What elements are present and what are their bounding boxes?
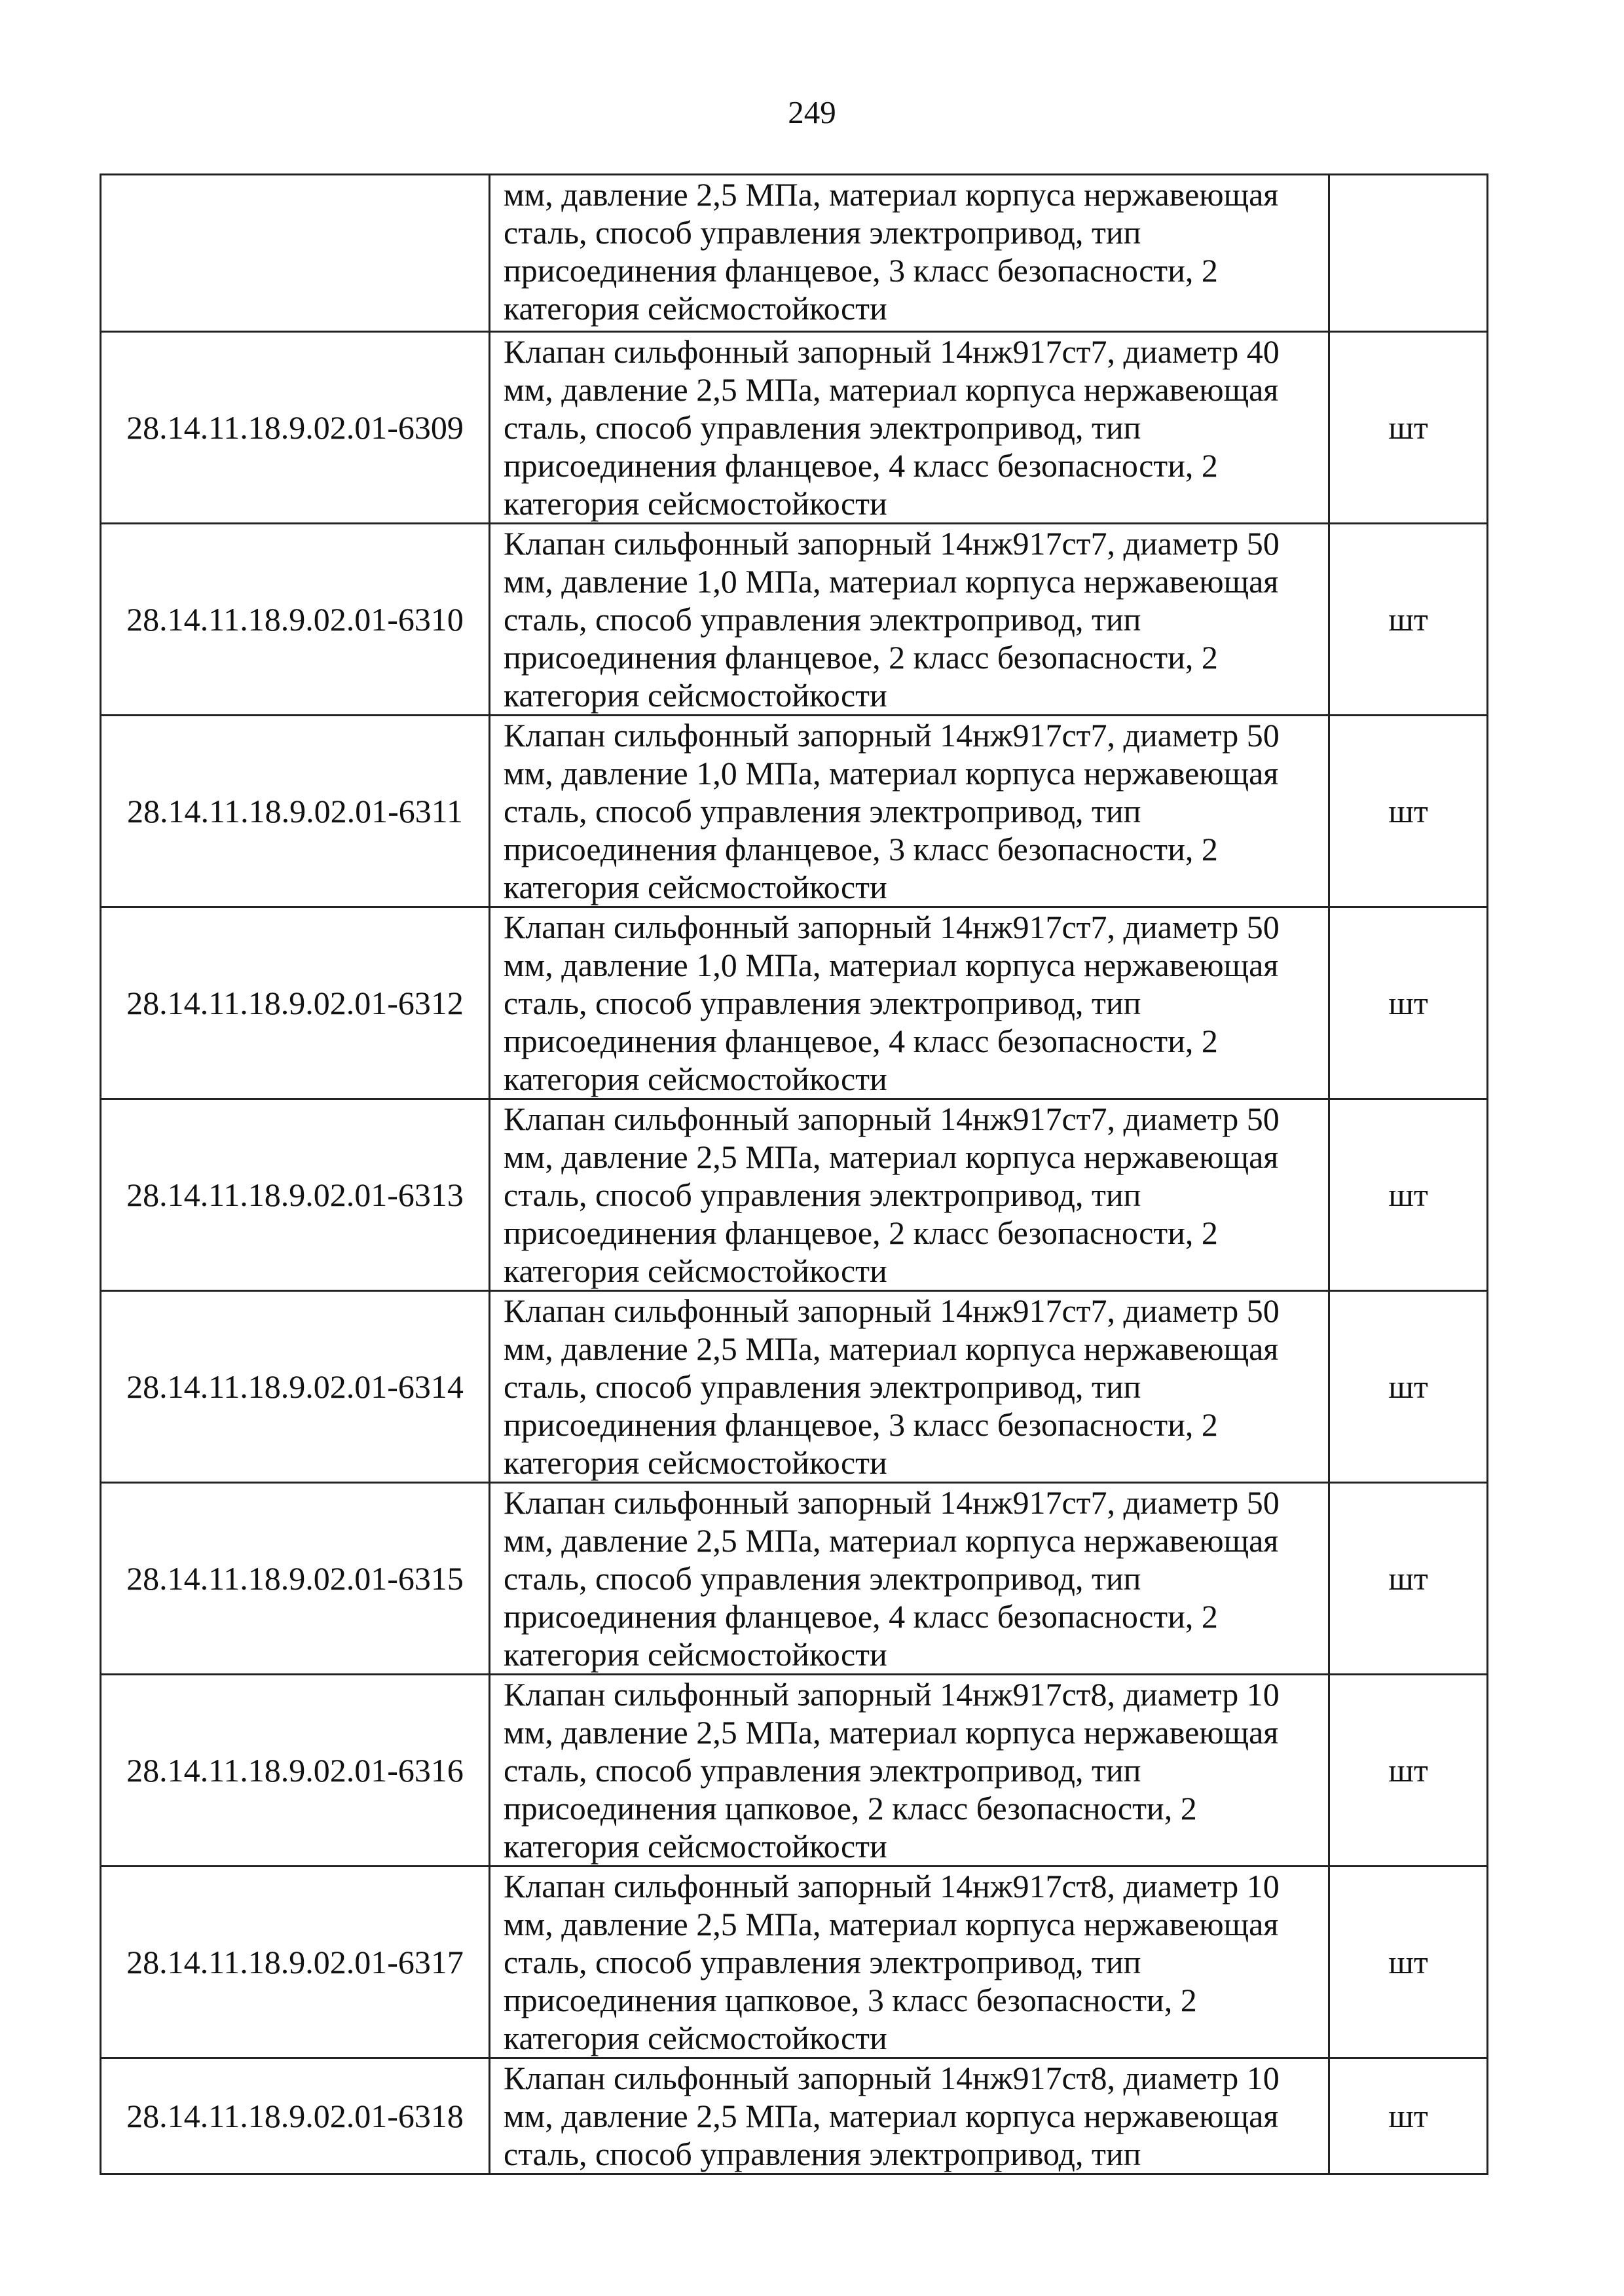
description-line: мм, давление 1,0 МПа, материал корпуса нержавеющая: [504, 947, 1279, 983]
unit-cell: шт: [1329, 1483, 1488, 1675]
description-line: сталь, способ управления электропривод, тип: [504, 409, 1141, 446]
unit-cell: шт: [1329, 524, 1488, 716]
description-line: мм, давление 1,0 МПа, материал корпуса нержавеющая: [504, 755, 1279, 792]
description-line: категория сейсмостойкости: [504, 1252, 887, 1289]
resource-description-cell: [490, 1291, 1329, 1483]
description-line: категория сейсмостойкости: [504, 1828, 887, 1865]
table-row: [101, 907, 1488, 1099]
description-line: сталь, способ управления электропривод, тип: [504, 1176, 1141, 1213]
unit-cell: шт: [1329, 1099, 1488, 1291]
description-line: категория сейсмостойкости: [504, 869, 887, 905]
unit-cell: шт: [1329, 1291, 1488, 1483]
unit-cell: шт: [1329, 907, 1488, 1099]
description-line: Клапан сильфонный запорный 14нж917ст8, диаметр 10: [504, 1868, 1280, 1904]
page-number: 249: [788, 94, 836, 130]
description-line: присоединения фланцевое, 4 класс безопасности, 2: [504, 447, 1218, 484]
resource-code-cell: 28.14.11.18.9.02.01-6318: [101, 2058, 490, 2174]
resource-code-cell: 28.14.11.18.9.02.01-6313: [101, 1099, 490, 1291]
table-row: [101, 1675, 1488, 1867]
table-row: [101, 1291, 1488, 1483]
description-line: категория сейсмостойкости: [504, 2020, 887, 2056]
resource-code-cell: 28.14.11.18.9.02.01-6310: [101, 524, 490, 716]
resource-code-cell: 28.14.11.18.9.02.01-6311: [101, 716, 490, 907]
unit-cell: шт: [1329, 2058, 1488, 2174]
table-row: [101, 524, 1488, 716]
description-line: сталь, способ управления электропривод, тип: [504, 793, 1141, 829]
description-line: Клапан сильфонный запорный 14нж917ст7, диаметр 50: [504, 1484, 1280, 1521]
description-line: сталь, способ управления электропривод, тип: [504, 214, 1141, 251]
description-line: сталь, способ управления электропривод, тип: [504, 1944, 1141, 1980]
description-line: мм, давление 2,5 МПа, материал корпуса нержавеющая: [504, 1906, 1279, 1942]
description-line: мм, давление 2,5 МПа, материал корпуса нержавеющая: [504, 1522, 1279, 1559]
description-line: мм, давление 2,5 МПа, материал корпуса нержавеющая: [504, 1330, 1279, 1367]
resource-description-cell: [490, 332, 1329, 524]
description-line: Клапан сильфонный запорный 14нж917ст7, диаметр 50: [504, 1101, 1280, 1137]
resource-description-cell: [490, 175, 1329, 332]
description-line: категория сейсмостойкости: [504, 677, 887, 714]
table-row: [101, 1867, 1488, 2058]
description-line: сталь, способ управления электропривод, тип: [504, 2136, 1141, 2172]
resource-code-cell: 28.14.11.18.9.02.01-6309: [101, 332, 490, 524]
description-line: присоединения фланцевое, 3 класс безопасности, 2: [504, 831, 1218, 867]
description-line: Клапан сильфонный запорный 14нж917ст7, диаметр 50: [504, 525, 1280, 562]
description-line: присоединения цапковое, 3 класс безопасности, 2: [504, 1982, 1197, 2018]
resource-code-cell: 28.14.11.18.9.02.01-6312: [101, 907, 490, 1099]
resource-description-cell: [490, 907, 1329, 1099]
unit-cell: шт: [1329, 1867, 1488, 2058]
description-line: Клапан сильфонный запорный 14нж917ст7, диаметр 50: [504, 909, 1280, 945]
resource-description-cell: [490, 1867, 1329, 2058]
description-line: присоединения фланцевое, 2 класс безопасности, 2: [504, 1214, 1218, 1251]
resource-table: [100, 173, 1488, 2175]
resource-description-cell: [490, 716, 1329, 907]
description-line: Клапан сильфонный запорный 14нж917ст8, диаметр 10: [504, 2060, 1280, 2096]
description-line: сталь, способ управления электропривод, тип: [504, 1368, 1141, 1405]
description-line: мм, давление 1,0 МПа, материал корпуса нержавеющая: [504, 563, 1279, 600]
resource-description-cell: [490, 1483, 1329, 1675]
unit-cell: [1329, 175, 1488, 332]
resource-code-cell: 28.14.11.18.9.02.01-6316: [101, 1675, 490, 1867]
table-row: [101, 1099, 1488, 1291]
resource-code-cell: [101, 175, 490, 332]
description-line: сталь, способ управления электропривод, тип: [504, 1560, 1141, 1597]
description-line: сталь, способ управления электропривод, тип: [504, 985, 1141, 1021]
table-row: [101, 1483, 1488, 1675]
description-line: категория сейсмостойкости: [504, 1636, 887, 1673]
description-line: мм, давление 2,5 МПа, материал корпуса нержавеющая: [504, 2098, 1279, 2134]
resource-code-cell: 28.14.11.18.9.02.01-6315: [101, 1483, 490, 1675]
description-line: Клапан сильфонный запорный 14нж917ст7, диаметр 50: [504, 717, 1280, 754]
description-line: мм, давление 2,5 МПа, материал корпуса нержавеющая: [504, 1139, 1279, 1175]
unit-cell: шт: [1329, 1675, 1488, 1867]
table-row: [101, 2058, 1488, 2174]
description-line: Клапан сильфонный запорный 14нж917ст8, диаметр 10: [504, 1676, 1280, 1713]
description-line: категория сейсмостойкости: [504, 1061, 887, 1097]
description-line: присоединения фланцевое, 4 класс безопасности, 2: [504, 1023, 1218, 1059]
resource-description-cell: [490, 1099, 1329, 1291]
description-line: присоединения фланцевое, 3 класс безопасности, 2: [504, 252, 1218, 289]
unit-cell: шт: [1329, 716, 1488, 907]
description-line: Клапан сильфонный запорный 14нж917ст7, диаметр 40: [504, 333, 1280, 370]
description-line: мм, давление 2,5 МПа, материал корпуса нержавеющая: [504, 371, 1279, 408]
description-line: присоединения фланцевое, 3 класс безопасности, 2: [504, 1406, 1218, 1443]
table-row: [101, 332, 1488, 524]
table-row: [101, 175, 1488, 332]
unit-cell: шт: [1329, 332, 1488, 524]
description-line: присоединения фланцевое, 4 класс безопасности, 2: [504, 1598, 1218, 1635]
description-line: присоединения цапковое, 2 класс безопасности, 2: [504, 1790, 1197, 1827]
description-line: сталь, способ управления электропривод, тип: [504, 601, 1141, 638]
resource-description-cell: [490, 524, 1329, 716]
resource-table-body: [101, 175, 1488, 2174]
table-row: [101, 716, 1488, 907]
description-line: мм, давление 2,5 МПа, материал корпуса нержавеющая: [504, 1714, 1279, 1751]
description-line: категория сейсмостойкости: [504, 290, 887, 327]
resource-description-cell: [490, 1675, 1329, 1867]
description-line: категория сейсмостойкости: [504, 485, 887, 522]
resource-description-cell: [490, 2058, 1329, 2174]
description-line: присоединения фланцевое, 2 класс безопасности, 2: [504, 639, 1218, 676]
description-line: сталь, способ управления электропривод, тип: [504, 1752, 1141, 1789]
description-line: мм, давление 2,5 МПа, материал корпуса нержавеющая: [504, 176, 1279, 213]
description-line: категория сейсмостойкости: [504, 1444, 887, 1481]
description-line: Клапан сильфонный запорный 14нж917ст7, диаметр 50: [504, 1292, 1280, 1329]
resource-code-cell: 28.14.11.18.9.02.01-6314: [101, 1291, 490, 1483]
resource-code-cell: 28.14.11.18.9.02.01-6317: [101, 1867, 490, 2058]
